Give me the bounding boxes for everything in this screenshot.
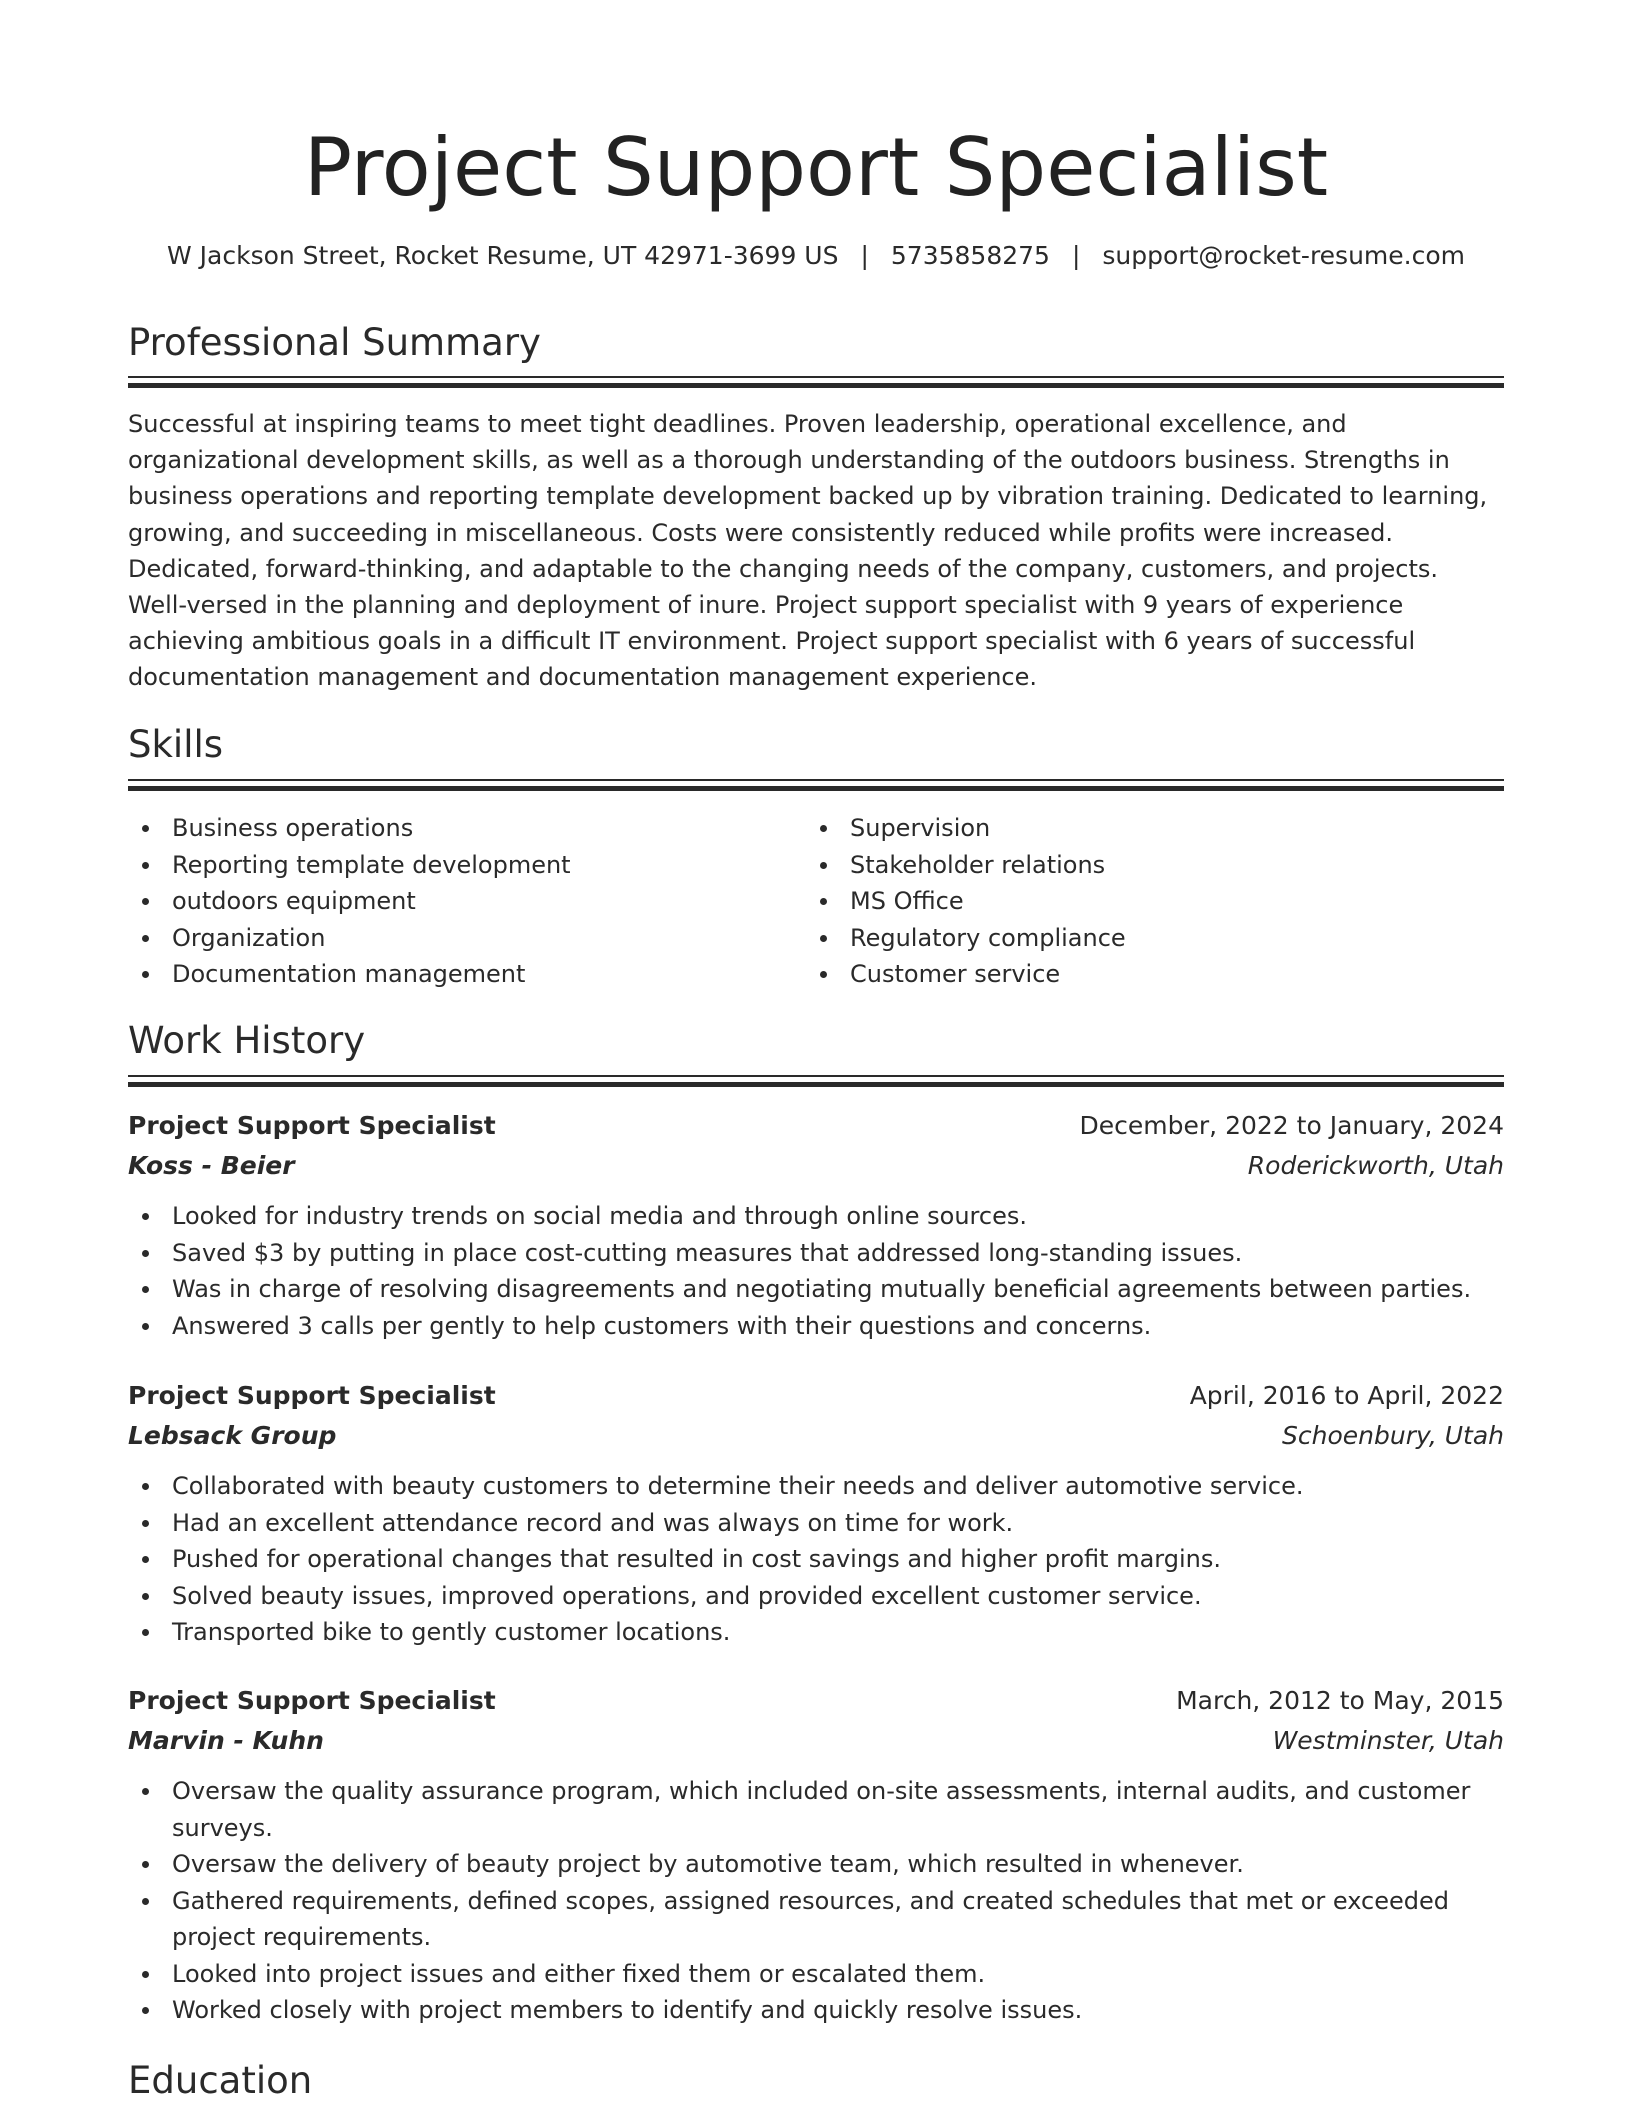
job-duties-list: [128, 1198, 1504, 1344]
skills-list-left: [128, 810, 788, 993]
job-duty: Pushed for operational changes that resulted in cost savings and higher profit margins.: [128, 1541, 1504, 1578]
skill-item: Supervision: [806, 810, 1466, 847]
section-heading-education: Education: [128, 2059, 313, 2102]
job-company: Lebsack Group: [128, 1421, 337, 1450]
job-duty: Oversaw the delivery of beauty project by automotive team, which resulted in whenever.: [128, 1846, 1504, 1883]
job-duty: Gathered requirements, defined scopes, assigned resources, and created schedules that met or exceeded project requirements.: [128, 1883, 1504, 1956]
contact-separator: |: [1071, 241, 1081, 270]
section-heading-summary: Professional Summary: [128, 321, 541, 364]
contact-line: [0, 238, 1632, 274]
job-location: Westminster, Utah: [1272, 1726, 1504, 1755]
job-duty: Solved beauty issues, improved operations, and provided excellent customer service.: [128, 1578, 1504, 1615]
skills-list-right: [806, 810, 1466, 993]
skill-item: Stakeholder relations: [806, 847, 1466, 884]
job-entry: [128, 1376, 1504, 1651]
job-duty: Transported bike to gently customer locations.: [128, 1614, 1504, 1651]
section-divider: [128, 779, 1504, 791]
contact-address: W Jackson Street, Rocket Resume, UT 42971-3699 US: [166, 241, 839, 270]
section-heading-skills: Skills: [128, 723, 224, 766]
skill-item: Reporting template development: [128, 847, 788, 884]
skill-item: MS Office: [806, 883, 1466, 920]
skill-item: Organization: [128, 920, 788, 957]
section-divider: [128, 376, 1504, 388]
skill-item: Documentation management: [128, 956, 788, 993]
job-duties-list: [128, 1773, 1504, 2029]
job-entry: [128, 1681, 1504, 2029]
job-dates: December, 2022 to January, 2024: [1079, 1111, 1504, 1140]
section-heading-work-history: Work History: [128, 1019, 366, 1062]
job-dates: April, 2016 to April, 2022: [1189, 1381, 1504, 1410]
job-title: Project Support Specialist: [128, 1111, 496, 1140]
job-duty: Oversaw the quality assurance program, which included on-site assessments, internal audits, and customer surveys.: [128, 1773, 1504, 1846]
resume-title: Project Support Specialist: [303, 121, 1329, 214]
job-duty: Worked closely with project members to identify and quickly resolve issues.: [128, 1992, 1504, 2029]
section-divider: [128, 1075, 1504, 1087]
job-duty: Was in charge of resolving disagreements and negotiating mutually beneficial agreements between parties.: [128, 1271, 1504, 1308]
skill-item: outdoors equipment: [128, 883, 788, 920]
summary-text: Successful at inspiring teams to meet tight deadlines. Proven leadership, operational excellence, and organizational development skills, as well as a thorough understanding of the outdoors business. Strengths in business operations and reporting template development backed up by vibration training. Dedicated to learning, growing, and succeeding in miscellaneous. Costs were consistently reduced while profits were increased. Dedicated, forward-thinking, and adaptable to the changing needs of the company, customers, and projects. Well-versed in the planning and deployment of inure. Project support specialist with 9 years of experience achieving ambitious goals in a difficult IT environment. Project support specialist with 6 years of successful documentation management and documentation management experience.: [128, 410, 1488, 692]
job-duty: Answered 3 calls per gently to help customers with their questions and concerns.: [128, 1308, 1504, 1345]
contact-email: support@rocket-resume.com: [1102, 241, 1466, 270]
job-duty: Had an excellent attendance record and was always on time for work.: [128, 1505, 1504, 1542]
job-location: Schoenbury, Utah: [1282, 1421, 1504, 1450]
skill-item: Customer service: [806, 956, 1466, 993]
job-duty: Looked for industry trends on social media and through online sources.: [128, 1198, 1504, 1235]
job-duty: Collaborated with beauty customers to determine their needs and deliver automotive service.: [128, 1468, 1504, 1505]
job-duty: Saved $3 by putting in place cost-cutting measures that addressed long-standing issues.: [128, 1235, 1504, 1272]
job-entry: [128, 1106, 1504, 1344]
job-company: Marvin - Kuhn: [128, 1726, 324, 1755]
skill-item: Regulatory compliance: [806, 920, 1466, 957]
job-dates: March, 2012 to May, 2015: [1176, 1686, 1504, 1715]
contact-separator: |: [860, 241, 869, 270]
job-title: Project Support Specialist: [128, 1686, 496, 1715]
contact-phone: 5735858275: [890, 241, 1050, 270]
job-title: Project Support Specialist: [128, 1381, 496, 1410]
job-duties-list: [128, 1468, 1504, 1651]
skill-item: Business operations: [128, 810, 788, 847]
job-company: Koss - Beier: [128, 1151, 295, 1180]
job-location: Roderickworth, Utah: [1247, 1151, 1504, 1180]
job-duty: Looked into project issues and either fixed them or escalated them.: [128, 1956, 1504, 1993]
